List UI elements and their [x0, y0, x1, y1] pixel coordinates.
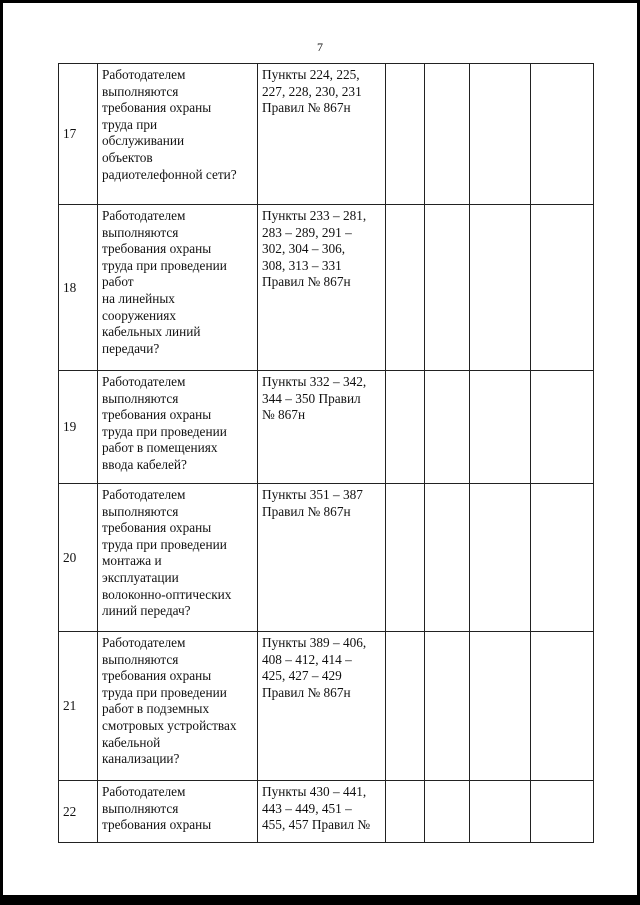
- question-cell: [98, 632, 258, 781]
- answer-cell-yes: [386, 632, 425, 781]
- page-number: 7: [317, 40, 323, 54]
- notes-cell: [531, 64, 594, 205]
- reference-text: Пункты 224, 225, 227, 228, 230, 231 Правил № 867н: [262, 67, 362, 116]
- reference-cell: [258, 205, 386, 371]
- notes-cell: [531, 781, 594, 843]
- row-number: 21: [59, 632, 98, 781]
- question-text: Работодателем выполняются требования охраны труда при проведении работ в помещениях ввода кабелей?: [102, 374, 227, 472]
- table-row: [59, 484, 594, 632]
- row-number: 20: [59, 484, 98, 632]
- question-cell: [98, 64, 258, 205]
- notes-cell: [531, 205, 594, 371]
- reference-text: Пункты 351 – 387 Правил № 867н: [262, 487, 363, 519]
- table-row: [59, 632, 594, 781]
- row-number: 17: [59, 64, 98, 205]
- answer-cell-yes: [386, 484, 425, 632]
- answer-cell-yes: [386, 371, 425, 484]
- answer-cell-na: [470, 205, 531, 371]
- reference-text: Пункты 332 – 342, 344 – 350 Правил № 867н: [262, 374, 367, 423]
- question-text: Работодателем выполняются требования охраны: [102, 784, 212, 833]
- answer-cell-no: [425, 371, 470, 484]
- question-text: Работодателем выполняются требования охраны труда при проведении работ в подземных смотровых устройствах кабельной канализации?: [102, 635, 237, 767]
- reference-text: Пункты 233 – 281, 283 – 289, 291 – 302, 304 – 306, 308, 313 – 331 Правил № 867н: [262, 208, 367, 290]
- reference-cell: [258, 632, 386, 781]
- reference-cell: [258, 64, 386, 205]
- answer-cell-no: [425, 781, 470, 843]
- reference-cell: [258, 484, 386, 632]
- reference-text: Пункты 430 – 441, 443 – 449, 451 – 455, 457 Правил №: [262, 784, 371, 833]
- reference-cell: [258, 781, 386, 843]
- answer-cell-na: [470, 632, 531, 781]
- row-number: 22: [59, 781, 98, 843]
- answer-cell-no: [425, 205, 470, 371]
- answer-cell-yes: [386, 781, 425, 843]
- table-row: [59, 64, 594, 205]
- answer-cell-no: [425, 64, 470, 205]
- question-cell: [98, 205, 258, 371]
- notes-cell: [531, 632, 594, 781]
- row-number: 19: [59, 371, 98, 484]
- reference-cell: [258, 371, 386, 484]
- table-row: [59, 781, 594, 843]
- question-text: Работодателем выполняются требования охраны труда при проведении монтажа и эксплуатации волоконно-оптических линий передач?: [102, 487, 232, 619]
- answer-cell-yes: [386, 205, 425, 371]
- question-cell: [98, 371, 258, 484]
- question-cell: [98, 781, 258, 843]
- question-text: Работодателем выполняются требования охраны труда при обслуживании объектов радиотелефонной сети?: [102, 67, 237, 182]
- checklist-table: [58, 63, 594, 843]
- table-row: [59, 205, 594, 371]
- answer-cell-na: [470, 781, 531, 843]
- document-page: [3, 3, 637, 895]
- reference-text: Пункты 389 – 406, 408 – 412, 414 – 425, 427 – 429 Правил № 867н: [262, 635, 367, 700]
- answer-cell-na: [470, 371, 531, 484]
- question-cell: [98, 484, 258, 632]
- notes-cell: [531, 371, 594, 484]
- table-row: [59, 371, 594, 484]
- notes-cell: [531, 484, 594, 632]
- answer-cell-na: [470, 484, 531, 632]
- answer-cell-no: [425, 484, 470, 632]
- answer-cell-no: [425, 632, 470, 781]
- question-text: Работодателем выполняются требования охраны труда при проведении работ на линейных сооружениях кабельных линий передачи?: [102, 208, 227, 356]
- answer-cell-na: [470, 64, 531, 205]
- answer-cell-yes: [386, 64, 425, 205]
- row-number: 18: [59, 205, 98, 371]
